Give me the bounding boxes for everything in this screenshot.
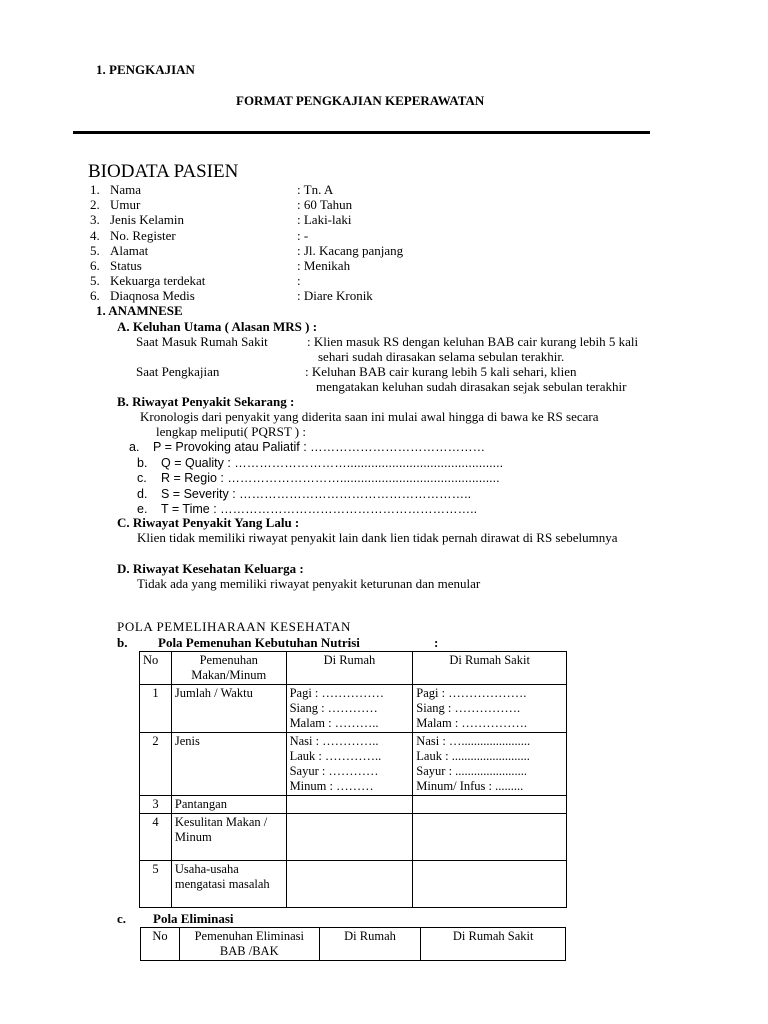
kronologis-line-2: lengkap meliputi( PQRST ) : bbox=[156, 424, 306, 439]
cell-line: Pagi : ………………. bbox=[416, 686, 527, 700]
pqrst-letter: b. bbox=[137, 455, 148, 470]
row-number: 5 bbox=[140, 861, 172, 908]
pqrst-text: R = Regio : ……………………….............................................. bbox=[161, 471, 500, 485]
cell-line: Siang : ……………. bbox=[416, 701, 521, 715]
row-item: Pantangan bbox=[171, 796, 286, 814]
pqrst-letter: a. bbox=[129, 440, 140, 454]
elim-header-no: No bbox=[141, 928, 180, 961]
biodata-label: Nama bbox=[110, 182, 142, 197]
biodata-number: 4. bbox=[90, 227, 100, 243]
eliminasi-table-header bbox=[141, 928, 566, 961]
biodata-value: : Laki-laki bbox=[297, 212, 352, 228]
biodata-label: Status bbox=[110, 258, 142, 273]
saat-pengkajian-label: Saat Pengkajian bbox=[136, 364, 220, 379]
row-number: 1 bbox=[140, 685, 172, 733]
row-di-rumah-sakit bbox=[413, 814, 567, 861]
title-divider bbox=[73, 131, 650, 134]
biodata-value: : Menikah bbox=[297, 258, 351, 273]
biodata-value: : 60 Tahun bbox=[297, 197, 353, 213]
row-number: 3 bbox=[140, 796, 172, 814]
biodata-label: Umur bbox=[110, 197, 141, 213]
riwayat-keluarga-heading: D. Riwayat Kesehatan Keluarga : bbox=[117, 561, 304, 576]
riwayat-sekarang-heading: B. Riwayat Penyakit Sekarang : bbox=[117, 394, 295, 409]
biodata-number: 5. bbox=[90, 242, 100, 258]
biodata-value: : bbox=[297, 273, 301, 289]
cell-line: Pagi : …………… bbox=[289, 686, 385, 700]
elim-header-pemenuhan: Pemenuhan Eliminasi BAB /BAK bbox=[179, 928, 319, 961]
row-item: Kesulitan Makan / Minum bbox=[171, 814, 286, 861]
cell-line: Malam : ……………. bbox=[416, 716, 528, 730]
cell-line: Nasi : …...................... bbox=[416, 734, 531, 748]
saat-masuk-text-2: sehari sudah dirasakan selama sebulan terakhir. bbox=[318, 349, 565, 364]
header-no: No bbox=[140, 652, 172, 685]
section-number-title: 1. PENGKAJIAN bbox=[96, 62, 195, 77]
table-row bbox=[140, 861, 567, 908]
elim-header-di-rumah-sakit: Di Rumah Sakit bbox=[421, 928, 566, 961]
pqrst-letter: d. bbox=[137, 486, 148, 501]
row-item: Jenis bbox=[171, 733, 286, 796]
pqrst-letter: c. bbox=[137, 471, 147, 485]
row-di-rumah-sakit bbox=[413, 796, 567, 814]
pqrst-letter: e. bbox=[137, 502, 148, 516]
biodata-number: 6. bbox=[90, 258, 100, 273]
cell-line: Sayur : ………… bbox=[289, 764, 379, 778]
pqrst-text: P = Provoking atau Paliatif : …………………………………… bbox=[153, 440, 486, 454]
cell-line: Malam : ……….. bbox=[289, 716, 379, 730]
row-di-rumah bbox=[286, 733, 413, 796]
nutrisi-heading: Pola Pemenuhan Kebutuhan Nutrisi bbox=[158, 635, 360, 650]
row-number: 4 bbox=[140, 814, 172, 861]
biodata-number: 5. bbox=[90, 273, 100, 289]
eliminasi-heading: Pola Eliminasi bbox=[153, 911, 234, 926]
row-di-rumah bbox=[286, 814, 413, 861]
row-di-rumah bbox=[286, 685, 413, 733]
nutrisi-colon: : bbox=[434, 635, 439, 650]
biodata-number: 2. bbox=[90, 197, 100, 213]
cell-line: Siang : ………… bbox=[289, 701, 378, 715]
table-row bbox=[140, 733, 567, 796]
biodata-value: : Jl. Kacang panjang bbox=[297, 242, 404, 258]
table-row bbox=[140, 796, 567, 814]
row-di-rumah-sakit bbox=[413, 685, 567, 733]
riwayat-lalu-text: Klien tidak memiliki riwayat penyakit lain dank lien tidak pernah dirawat di RS sebelumnya bbox=[137, 530, 618, 545]
cell-line: Lauk : ………….. bbox=[289, 749, 382, 763]
cell-line: Nasi : ………….. bbox=[289, 734, 379, 748]
row-di-rumah-sakit bbox=[413, 733, 567, 796]
biodata-heading: BIODATA PASIEN bbox=[88, 161, 239, 182]
cell-line: Sayur : ....................... bbox=[416, 764, 528, 778]
saat-pengkajian-text-2: mengatakan keluhan sudah dirasakan sejak sebulan terakhir bbox=[316, 379, 627, 394]
eliminasi-table bbox=[140, 927, 566, 961]
biodata-label: Kekuarga terdekat bbox=[110, 273, 206, 289]
elim-header-di-rumah: Di Rumah bbox=[319, 928, 421, 961]
biodata-value: : Diare Kronik bbox=[297, 288, 373, 304]
nutrisi-table-header bbox=[140, 652, 567, 685]
row-di-rumah bbox=[286, 796, 413, 814]
pqrst-text: Q = Quality : ………………………............................................. bbox=[161, 455, 504, 470]
biodata-label: No. Register bbox=[110, 227, 176, 243]
biodata-label: Alamat bbox=[110, 242, 149, 258]
biodata-value: : Tn. A bbox=[297, 182, 334, 197]
saat-masuk-label: Saat Masuk Rumah Sakit bbox=[136, 334, 268, 349]
table-row bbox=[140, 685, 567, 733]
header-di-rumah-sakit: Di Rumah Sakit bbox=[413, 652, 567, 685]
header-di-rumah: Di Rumah bbox=[286, 652, 413, 685]
nutrisi-table bbox=[139, 651, 567, 908]
pqrst-text: T = Time : …………………………………………………….. bbox=[161, 502, 478, 516]
cell-line: Minum : ……… bbox=[289, 779, 374, 793]
saat-pengkajian-text-1: : Keluhan BAB cair kurang lebih 5 kali sehari, klien bbox=[305, 364, 577, 379]
saat-masuk-text-1: : Klien masuk RS dengan keluhan BAB cair kurang lebih 5 kali bbox=[307, 334, 639, 349]
cell-line: Minum/ Infus : ......... bbox=[416, 779, 524, 793]
pola-heading: POLA PEMELIHARAAN KESEHATAN bbox=[117, 619, 351, 634]
header-pemenuhan: Pemenuhan Makan/Minum bbox=[171, 652, 286, 685]
cell-line: Lauk : ......................... bbox=[416, 749, 530, 763]
nutrisi-letter: b. bbox=[117, 635, 128, 650]
eliminasi-letter: c. bbox=[117, 911, 127, 926]
keluhan-utama-heading: A. Keluhan Utama ( Alasan MRS ) : bbox=[117, 319, 318, 334]
biodata-label: Jenis Kelamin bbox=[110, 212, 185, 228]
kronologis-line-1: Kronologis dari penyakit yang diderita saan ini mulai awal hingga di bawa ke RS secara bbox=[140, 409, 599, 424]
table-row bbox=[140, 814, 567, 861]
row-di-rumah bbox=[286, 861, 413, 908]
biodata-number: 3. bbox=[90, 212, 100, 228]
riwayat-keluarga-text: Tidak ada yang memiliki riwayat penyakit keturunan dan menular bbox=[137, 576, 481, 591]
row-item: Usaha-usaha mengatasi masalah bbox=[171, 861, 286, 908]
row-item: Jumlah / Waktu bbox=[171, 685, 286, 733]
biodata-value: : - bbox=[297, 227, 309, 243]
biodata-number: 1. bbox=[90, 182, 100, 197]
row-number: 2 bbox=[140, 733, 172, 796]
document-title: FORMAT PENGKAJIAN KEPERAWATAN bbox=[236, 93, 485, 108]
row-di-rumah-sakit bbox=[413, 861, 567, 908]
pqrst-text: S = Severity : ……………………………………………….. bbox=[161, 486, 472, 501]
biodata-label: Diaqnosa Medis bbox=[110, 288, 195, 304]
riwayat-lalu-heading: C. Riwayat Penyakit Yang Lalu : bbox=[117, 515, 300, 530]
anamnese-heading: 1. ANAMNESE bbox=[96, 303, 183, 318]
biodata-number: 6. bbox=[90, 288, 100, 304]
